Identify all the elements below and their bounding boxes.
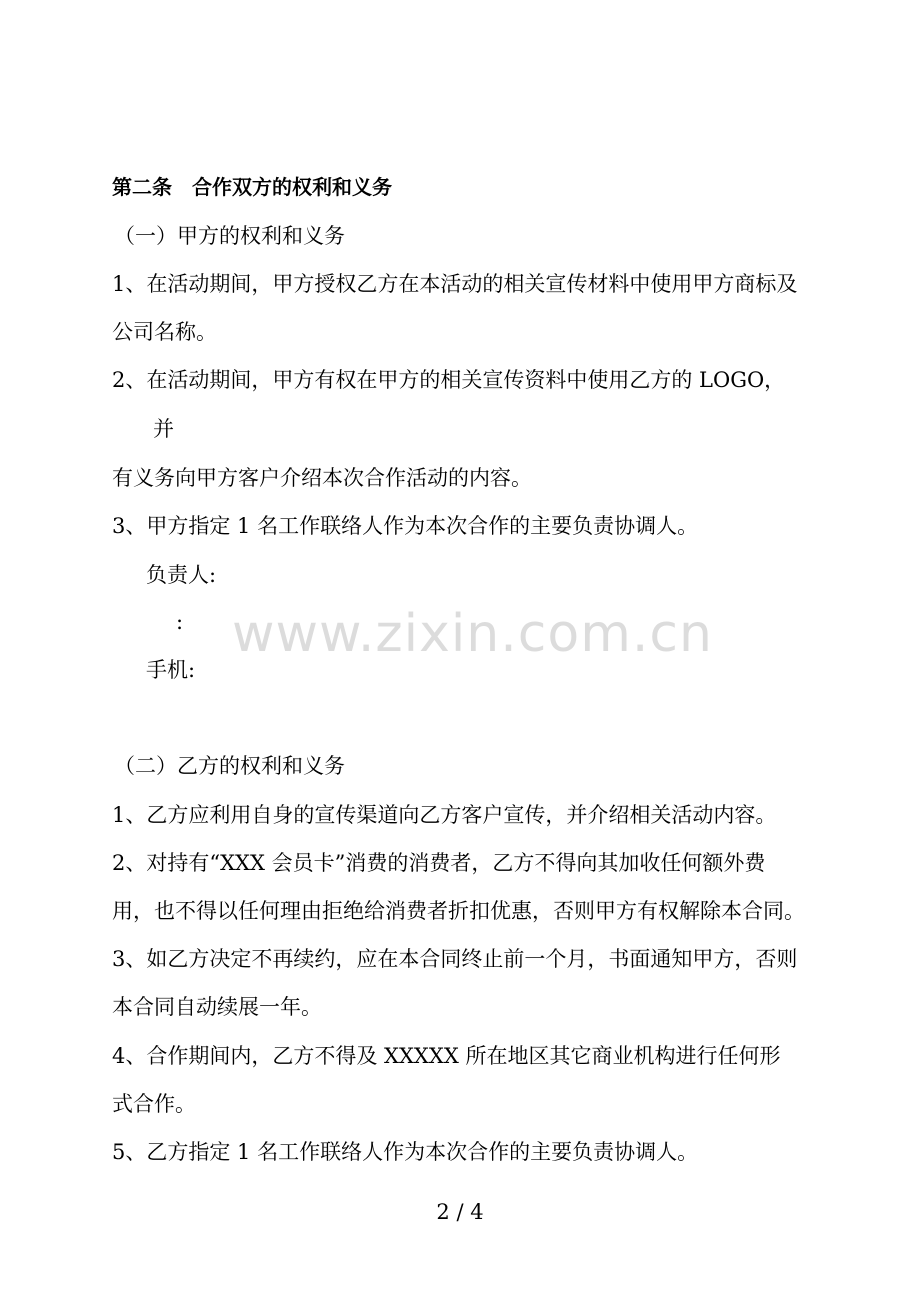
section-a-item-2-line-2: 并 (153, 417, 174, 441)
article-title: 第二条 合作双方的权利和义务 (112, 175, 392, 199)
watermark: www.zixin.com.cn (232, 604, 713, 664)
contact-person-label: 负责人: (146, 563, 217, 587)
section-b-item-4-line-1: 4、合作期间内，乙方不得及 XXXXX 所在地区其它商业机构进行任何形 (112, 1044, 781, 1068)
section-b-item-2-line-1: 2、对持有“XXX 会员卡”消费的消费者，乙方不得向其加收任何额外费 (112, 851, 766, 875)
section-b-item-3-line-1: 3、如乙方决定不再续约，应在本合同终止前一个月，书面通知甲方，否则 (112, 947, 798, 971)
section-a-item-2-line-1: 2、在活动期间，甲方有权在甲方的相关宣传资料中使用乙方的 LOGO， (112, 368, 786, 392)
section-b-item-4-line-2: 式合作。 (112, 1092, 196, 1116)
section-a-item-3: 3、甲方指定 1 名工作联络人作为本次合作的主要负责协调人。 (112, 514, 699, 538)
section-b-item-5: 5、乙方指定 1 名工作联络人作为本次合作的主要负责协调人。 (112, 1140, 699, 1164)
section-b-item-2-line-2: 用，也不得以任何理由拒绝给消费者折扣优惠，否则甲方有权解除本合同。 (112, 899, 805, 923)
mobile-label: 手机: (146, 658, 196, 682)
section-b-heading: （二）乙方的权利和义务 (114, 754, 345, 778)
section-a-heading: （一）甲方的权利和义务 (114, 224, 345, 248)
section-b-item-3-line-2: 本合同自动续展一年。 (112, 995, 322, 1019)
section-a-item-1-line-1: 1、在活动期间，甲方授权乙方在本活动的相关宣传材料中使用甲方商标及 (112, 272, 798, 296)
page-number: 2 / 4 (436, 1200, 484, 1224)
section-a-item-1-line-2: 公司名称。 (112, 320, 217, 344)
section-b-item-1: 1、乙方应利用自身的宣传渠道向乙方客户宣传，并介绍相关活动内容。 (112, 803, 777, 827)
section-a-item-2-line-3: 有义务向甲方客户介绍本次合作活动的内容。 (112, 466, 532, 490)
contact-colon: : (176, 610, 184, 634)
